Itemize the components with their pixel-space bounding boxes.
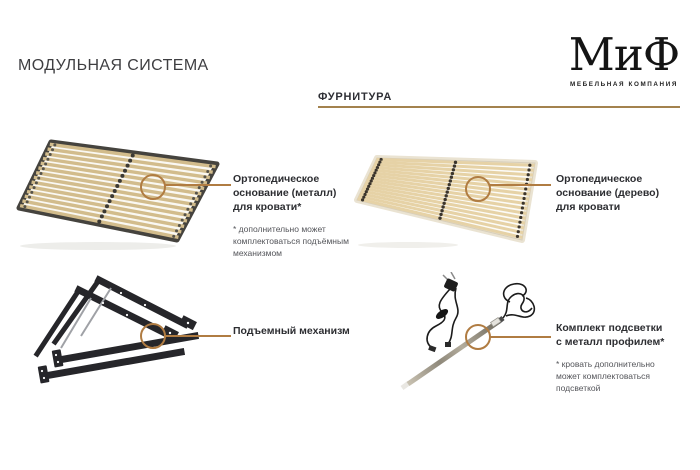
product-image-metal-base — [13, 134, 228, 252]
callout-line — [490, 336, 551, 338]
product-note-line: * дополнительно может — [233, 224, 326, 234]
page-title: МОДУЛЬНАЯ СИСТЕМА — [18, 57, 209, 74]
product-note-line: механизмом — [233, 248, 283, 258]
highlight-circle — [465, 176, 491, 202]
brand-logo-tagline: МЕБЕЛЬНАЯ КОМПАНИЯ — [570, 81, 678, 88]
product-label-line: Ортопедическое — [233, 173, 320, 185]
section-rule-line — [318, 106, 680, 108]
product-label-line: для кровати* — [233, 201, 302, 213]
lift-legs — [37, 280, 99, 354]
product-label-light-kit — [556, 321, 676, 394]
brand-logo — [556, 30, 692, 88]
highlight-circle — [140, 323, 166, 349]
highlight-circle — [465, 324, 491, 350]
callout-line — [165, 184, 231, 186]
highlight-circle — [140, 174, 166, 200]
product-note-line: * кровать дополнительно — [556, 359, 655, 369]
product-image-wood-base — [348, 146, 553, 248]
product-note-line: может комплектоваться — [556, 371, 651, 381]
product-label-line: Подъемный механизм — [233, 325, 350, 337]
product-label-line: Комплект подсветки — [556, 322, 663, 334]
inline-switch — [434, 307, 449, 321]
product-label-line: основание (металл) — [233, 187, 337, 199]
product-label-metal-base — [233, 172, 353, 259]
rod-connector — [491, 318, 501, 327]
product-note — [233, 223, 353, 259]
product-note — [556, 358, 676, 394]
product-label-line: Ортопедическое — [556, 173, 643, 185]
brand-logo-text: МиФ — [568, 28, 680, 81]
callout-line — [165, 335, 231, 337]
product-note-line: подсветкой — [556, 383, 601, 393]
base-rails — [45, 336, 195, 376]
product-label-line: с металл профилем* — [556, 336, 665, 348]
wire-connectors — [428, 342, 451, 352]
product-label-lift-mechanism — [233, 324, 353, 338]
shadow — [20, 242, 176, 250]
product-label-line: для кровати — [556, 201, 621, 213]
callout-line — [490, 184, 551, 186]
product-note-line: комплектоваться подъёмным — [233, 236, 349, 246]
shadow — [358, 242, 458, 248]
product-label-line: основание (дерево) — [556, 187, 660, 199]
product-label-wood-base — [556, 172, 676, 214]
section-title: ФУРНИТУРА — [318, 91, 393, 103]
